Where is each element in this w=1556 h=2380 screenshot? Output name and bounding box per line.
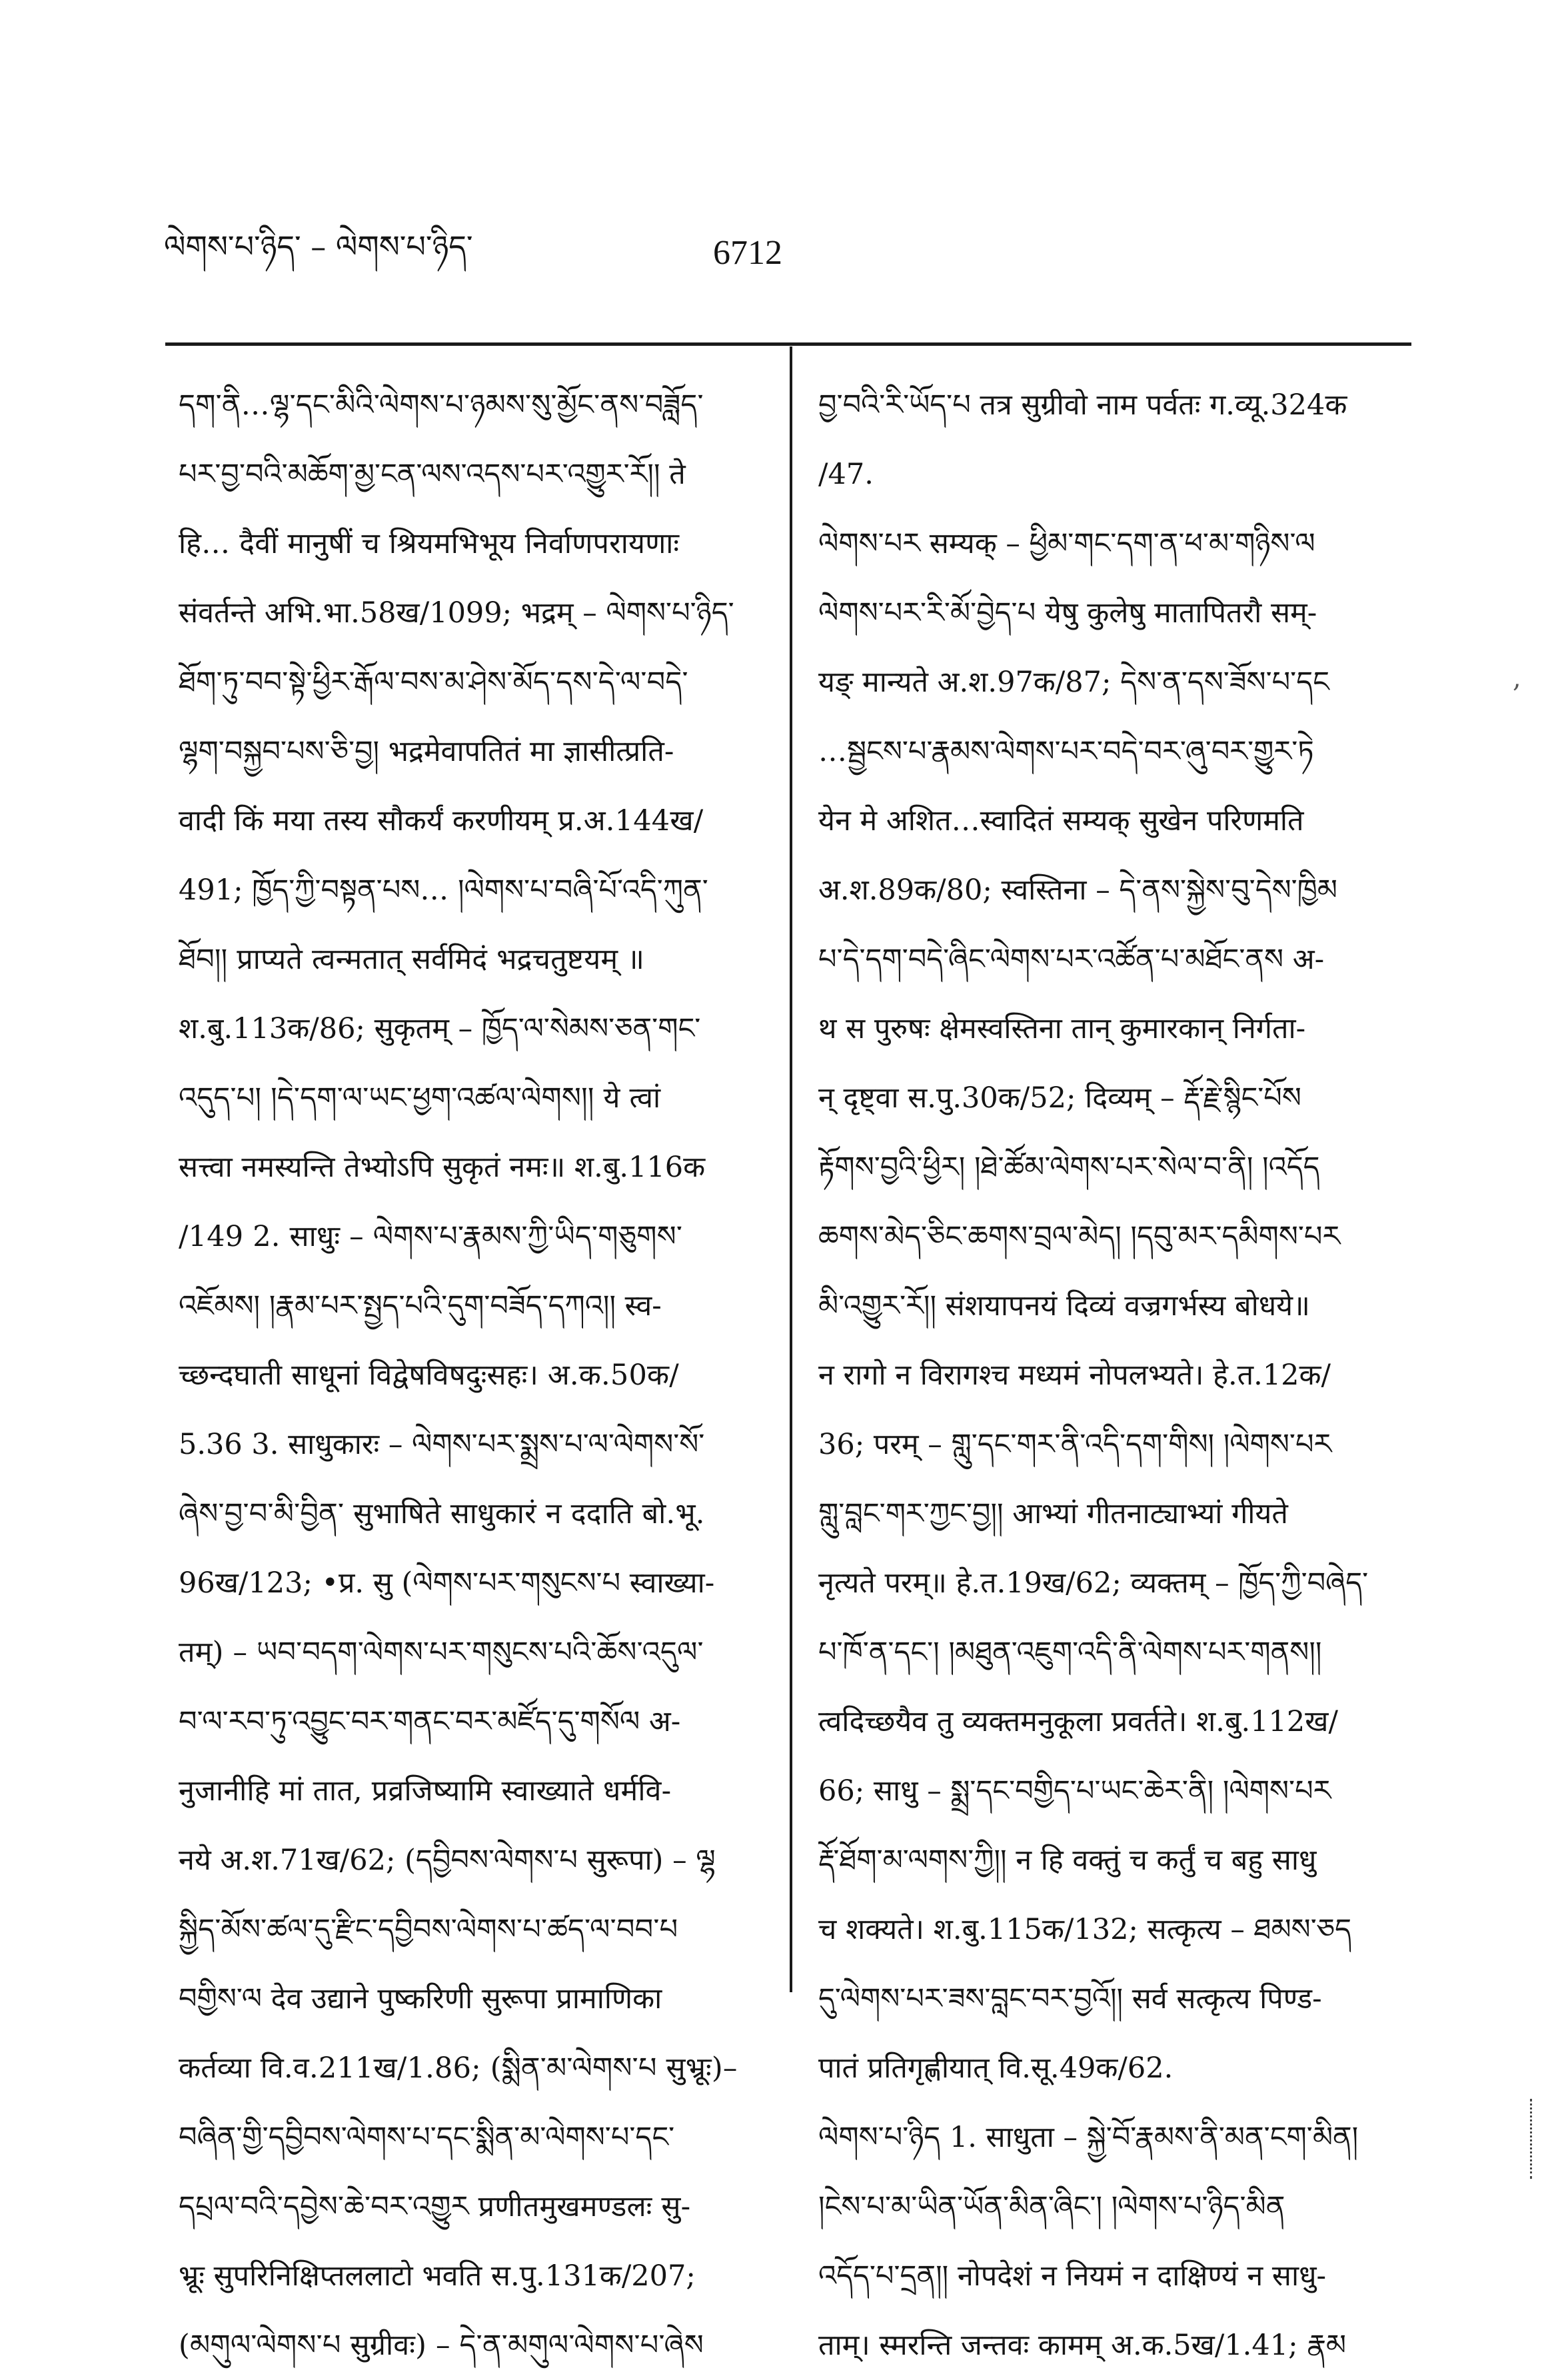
text-line: थ स पुरुषः क्षेमस्वस्तिना तान् कुमारकान् निर्गता- (818, 1012, 1306, 1045)
text-line: कर्तव्या वि.व.211ख/1.86; (སྨིན་མ་ལེགས་པ सुभ्रूः)– (179, 2052, 738, 2085)
text-line: འདོད་པ་དྲན།། नोपदेशं न नियमं न दाक्षिण्यं न साधु- (818, 2259, 1327, 2293)
text-line: སྐྱིད་མོས་ཚལ་དུ་རྫིང་དབྱིབས་ལེགས་པ་ཚད་ལ་བབ་པ (179, 1913, 678, 1946)
text-line: གླུ་བླང་གར་ཀྱང་བྱ།། आभ्यां गीतनाट्याभ्यां गीयते (818, 1497, 1288, 1530)
text-line: བ་ལ་རབ་ཏུ་འབྱུང་བར་གནང་བར་མཛོད་དུ་གསོལ अ- (179, 1705, 681, 1738)
text-line: ལེགས་པར་རི་མོ་བྱེད་པ येषु कुलेषु मातापितरौ सम्- (818, 596, 1317, 630)
text-line: ཆགས་མེད་ཅིང་ཆགས་བྲལ་མེད། །དབུ་མར་དམིགས་པར (818, 1220, 1341, 1253)
text-line: ལྷག་བསྐྱབ་པས་ཅི་བྱ། भद्रमेवापतितं मा ज्ञासीत्प्रति- (179, 735, 674, 768)
scan-corner-mark (1530, 2099, 1540, 2179)
text-line: དག་ནི…ལྷ་དང་མིའི་ལེགས་པ་ཉམས་སུ་མྱོང་ནས་བཟློད་ (179, 388, 704, 422)
text-line: यङ् मान्यते अ.श.97क/87; དེས་ན་དས་ཟོས་པ་དང (818, 666, 1329, 699)
text-line: च शक्यते। श.बु.115क/132; सत्कृत्य – ཐམས་ཅད (818, 1913, 1351, 1946)
text-line: དཔྲལ་བའི་དབྱེས་ཆེ་བར་འགྱུར प्रणीतमुखमण्डलः सु- (179, 2190, 691, 2223)
text-line: वादी किं मया तस्य सौकर्यं करणीयम् प्र.अ.144ख/ (179, 804, 704, 838)
text-line: अ.श.89क/80; स्वस्तिना – དེ་ནས་སྐྱེས་བུ་དེས་ཁྱིམ (818, 874, 1337, 907)
right-column (818, 370, 1408, 2380)
text-line: འཇོམས། །རྣམ་པར་སྤྱད་པའི་དུག་བཟོད་དཀའ།། स्व- (179, 1289, 662, 1323)
running-head: ལེགས་པ་ཉིད་ – ལེགས་པ་ཉིད་ (164, 229, 473, 265)
text-line: བགྱིས་ལ देव उद्याने पुष्करिणी सुरूपा प्रामाणिका (179, 1982, 662, 2016)
text-line: …སྦྱངས་པ་རྣམས་ལེགས་པར་བདེ་བར་ཞུ་བར་གྱུར་ཏེ (818, 735, 1314, 768)
text-line: च्छन्दघाती साधूनां विद्वेषविषदुःसहः। अ.क.50क/ (179, 1359, 679, 1392)
text-line: न रागो न विरागश्च मध्यमं नोपलभ्यते। हे.त.12क/ (818, 1359, 1331, 1392)
text-line: नये अ.श.71ख/62; (དབྱིབས་ལེགས་པ सुरूपा) – ལྷ (179, 1844, 716, 1877)
text-line: མི་འགྱུར་རོ།། संशयापनयं दिव्यं वज्रगर्भस्य बोधये॥ (818, 1289, 1310, 1323)
margin-mark: , (1513, 663, 1521, 694)
text-line: །ངེས་པ་མ་ཡིན་ཡོན་མིན་ཞིང་། །ལེགས་པ་ཉིད་མིན (818, 2190, 1285, 2223)
text-line: 5.36 3. साधुकारः – ལེགས་པར་སྨྲས་པ་ལ་ལེགས་སོ་ (179, 1428, 705, 1461)
text-line: པ་དེ་དག་བདེ་ཞིང་ལེགས་པར་འཚོན་པ་མཐོང་ནས अ- (818, 943, 1325, 976)
text-line: ལེགས་པ་ཉིད 1. साधुता – སྐྱེ་བོ་རྣམས་ནི་མན་ངག་མིན། (818, 2121, 1359, 2154)
text-line: सत्त्वा नमस्यन्ति तेभ्योऽपि सुकृतं नमः॥ श.बु.116क (179, 1151, 706, 1184)
text-line: ཞེས་བྱ་བ་མི་བྱིན་ सुभाषिते साधुकारं न ददाति बो.भू. (179, 1497, 705, 1530)
text-line: त्वदिच्छयैव तु व्यक्तमनुकूला प्रवर्तते। श.बु.112ख/ (818, 1705, 1338, 1738)
text-line: པར་བྱ་བའི་མཆོག་མྱ་ངན་ལས་འདས་པར་འགྱུར་རོ།། ते (179, 458, 686, 491)
text-line: न् दृष्ट्वा स.पु.30क/52; दिव्यम् – རྡོ་རྗེ་སྙིང་པོས (818, 1081, 1301, 1115)
text-line: བཞིན་གྱི་དབྱིབས་ལེགས་པ་དང་སྨིན་མ་ལེགས་པ་དང་ (179, 2121, 675, 2154)
text-line: येन मे अशित…स्वादितं सम्यक् सुखेन परिणमति (818, 804, 1304, 838)
text-line: भ्रूः सुपरिनिक्षिप्तललाटो भवति स.पु.131क/207; (179, 2259, 696, 2293)
text-line: བྱ་བའི་རི་ཡོད་པ तत्र सुग्रीवो नाम पर्वतः ग.व्यू.324क (818, 388, 1347, 422)
text-line: तम्) – ཡབ་བདག་ལེགས་པར་གསུངས་པའི་ཆོས་འདུལ་ (179, 1636, 704, 1669)
text-line: ཐོབ།། प्राप्यते त्वन्मतात् सर्वमिदं भद्रचतुष्टयम् ॥ (179, 943, 645, 976)
text-line: 36; परम् – གླུ་དང་གར་ནི་འདི་དག་གིས། །ལེགས་པར (818, 1428, 1332, 1461)
text-line: དུ་ལེགས་པར་ཟས་བླང་བར་བྱའོ།། सर्व सत्कृत्य पिण्ड- (818, 1982, 1322, 2016)
text-line: 66; साधु – སྨྲ་དང་བགྱིད་པ་ཡང་ཆེར་ནི། །ལེགས་པར (818, 1774, 1331, 1808)
text-line: पातं प्रतिगृह्णीयात् वि.सू.49क/62. (818, 2052, 1173, 2085)
left-column (179, 370, 772, 2380)
text-line: རྡོ་ཐོག་མ་ལགས་ཀྱི།། न हि वक्तुं च कर्तुं च बहु साधु (818, 1844, 1317, 1877)
text-line: श.बु.113क/86; सुकृतम् – ཁྱོད་ལ་སེམས་ཅན་གང་ (179, 1012, 701, 1045)
text-line: /47. (818, 458, 874, 491)
text-line: ताम्। स्मरन्ति जन्तवः कामम् अ.क.5ख/1.41; རྣམ (818, 2329, 1347, 2362)
column-divider (790, 346, 792, 1992)
text-line: འདུད་པ། །དེ་དག་ལ་ཡང་ཕྱག་འཚལ་ལེགས།། ये त्वां (179, 1081, 661, 1115)
text-line: རྟོགས་བྱའི་ཕྱིར། །ཐེ་ཚོམ་ལེགས་པར་སེལ་བ་ནི། །འདོད (818, 1151, 1320, 1184)
text-line: (མགུལ་ལེགས་པ सुग्रीवः) – དེ་ན་མགུལ་ལེགས་པ་ཞེས (179, 2329, 704, 2362)
text-line: པ་ཁོ་ན་དང་། །མཐུན་འཇུག་འདི་ནི་ལེགས་པར་གནས།། (818, 1636, 1322, 1669)
text-line: /149 2. साधुः – ལེགས་པ་རྣམས་ཀྱི་ཡིད་གཅུགས་ (179, 1220, 683, 1253)
page-number: 6712 (713, 234, 782, 272)
text-line: हि… दैवीं मानुषीं च श्रियमभिभूय निर्वाणपरायणाः (179, 527, 680, 560)
header-rule (165, 342, 1411, 346)
text-line: संवर्तन्ते अभि.भा.58ख/1099; भद्रम् – ལེགས་པ་ཉིད་ (179, 596, 734, 630)
text-line: नुजानीहि मां तात, प्रव्रजिष्यामि स्वाख्याते धर्मवि- (179, 1774, 672, 1808)
text-line: ཐོག་ཏུ་བབ་སྟེ་ཕྱིར་རྒོལ་བས་མ་ཤེས་མོད་དས་དེ་ལ་བདེ་ (179, 666, 688, 699)
text-line: ལེགས་པར सम्यक् – ཕྱིམ་གང་དག་ན་ཕ་མ་གཉིས་ལ (818, 527, 1315, 560)
text-line: 491; ཁྱོད་ཀྱི་བསྟན་པས… །ལེགས་པ་བཞི་པོ་འདི་ཀུན་ (179, 874, 708, 907)
text-line: नृत्यते परम्॥ हे.त.19ख/62; व्यक्तम् – ཁྱོད་ཀྱི་བཞེད་ (818, 1566, 1369, 1600)
text-line: 96ख/123; •प्र. सु (ལེགས་པར་གསུངས་པ स्वाख्या- (179, 1566, 715, 1600)
